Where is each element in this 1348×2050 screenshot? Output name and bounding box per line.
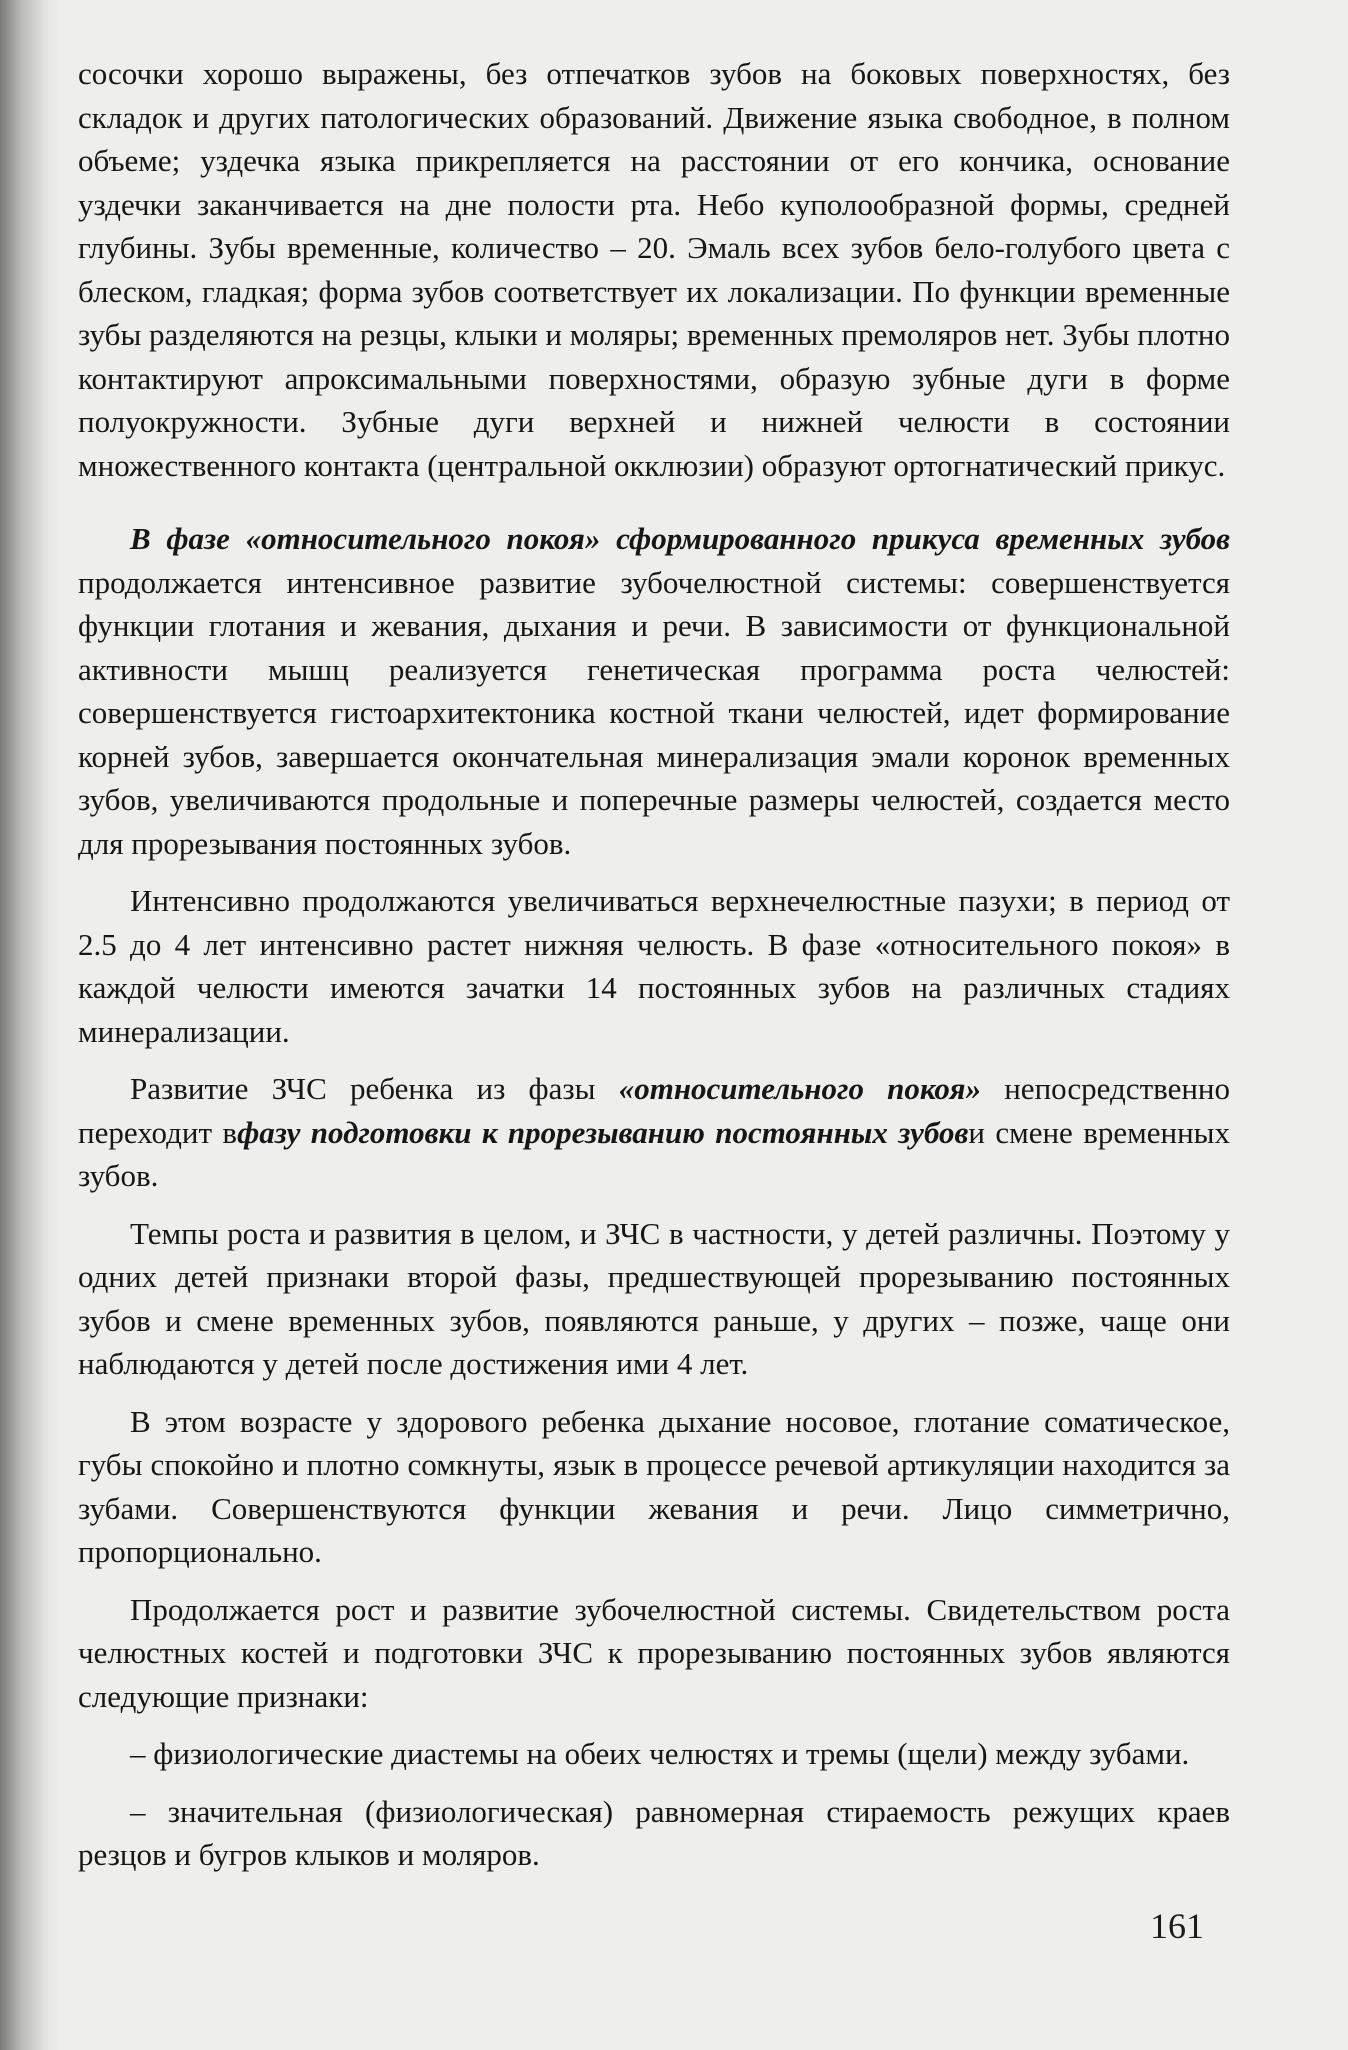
emphasized-term: фазу подготовки к прорезыванию постоянных зубов xyxy=(237,1114,969,1150)
text-run: В этом возрасте у здорового ребенка дыхание носовое, глотание соматическое, губы спокойно и плотно сомкнуты, язык в процессе речевой артикуляции находится за зубами. Совершенствуются функции жевания и речи. Лицо симметрично, пропорционально. xyxy=(78,1403,1230,1569)
text-run: непосредственно переходит в xyxy=(78,1071,1231,1150)
paragraph xyxy=(78,1212,1230,1386)
book-spine-shadow xyxy=(0,0,60,2050)
text-run: Развитие ЗЧС ребенка из фазы xyxy=(130,1071,619,1106)
paragraph xyxy=(78,1067,1230,1198)
book-page xyxy=(78,52,1230,2012)
list-item xyxy=(78,1790,1230,1877)
paragraph xyxy=(78,517,1230,865)
text-run: Продолжается рост и развитие зубочелюстной системы. Свидетельством роста челюстных костей и подготовки ЗЧС к прорезыванию постоянных зубов являются следующие признаки: xyxy=(78,1591,1230,1714)
text-run: – физиологические диастемы на обеих челюстях и тремы (щели) между зубами. xyxy=(130,1736,1190,1771)
page-text xyxy=(78,52,1230,1877)
page-number: 161 xyxy=(1150,1906,1204,1946)
text-run: Темпы роста и развития в целом, и ЗЧС в частности, у детей различны. Поэтому у одних детей признаки второй фазы, предшествующей прорезыванию постоянных зубов и смене временных зубов, появляются раньше, у других – позже, чаще они наблюдаются у детей после достижения ими 4 лет. xyxy=(78,1215,1230,1381)
text-run: и смене временных зубов. xyxy=(78,1114,1230,1193)
emphasized-term: «относительного покоя» xyxy=(618,1071,981,1106)
paragraph xyxy=(78,1400,1230,1574)
paragraph xyxy=(78,1588,1230,1719)
text-run: – значительная (физиологическая) равномерная стираемость режущих краев резцов и бугров клыков и моляров. xyxy=(78,1793,1230,1872)
paragraph xyxy=(78,879,1230,1053)
paragraph xyxy=(78,52,1230,487)
text-run: продолжается интенсивное развитие зубочелюстной системы: совершенствуется функции глотания и жевания, дыхания и речи. В зависимости от функциональной активности мышц реализуется генетическая программа роста челюстей: совершенствуется гистоархитектоника костной ткани челюстей, идет формирование корней зубов, завершается окончательная минерализация эмали коронок временных зубов, увеличиваются продольные и поперечные размеры челюстей, создается место для прорезывания постоянных зубов. xyxy=(78,564,1230,861)
text-run: сосочки хорошо выражены, без отпечатков зубов на боковых поверхностях, без складок и других патологических образований. Движение языка свободное, в полном объеме; уздечка языка прикрепляется на расстоянии от его кончика, основание уздечки заканчивается на дне полости рта. Небо куполообразной формы, средней глубины. Зубы временные, количество – 20. Эмаль всех зубов бело-голубого цвета с блеском, гладкая; форма зубов соответствует их локализации. По функции временные зубы разделяются на резцы, клыки и моляры; временных премоляров нет. Зубы плотно контактируют апроксимальными поверхностями, образую зубные дуги в форме полуокружности. Зубные дуги верхней и нижней челюсти в состоянии множественного контакта (центральной окклюзии) образуют ортогнатический прикус. xyxy=(78,56,1230,483)
emphasized-term: В фазе «относительного покоя» сформированного прикуса временных зубов xyxy=(130,521,1230,556)
list-item xyxy=(78,1732,1230,1776)
text-run: Интенсивно продолжаются увеличиваться верхнечелюстные пазухи; в период от 2.5 до 4 лет интенсивно растет нижняя челюсть. В фазе «относительного покоя» в каждой челюсти имеются зачатки 14 постоянных зубов на различных стадиях минерализации. xyxy=(78,883,1230,1049)
